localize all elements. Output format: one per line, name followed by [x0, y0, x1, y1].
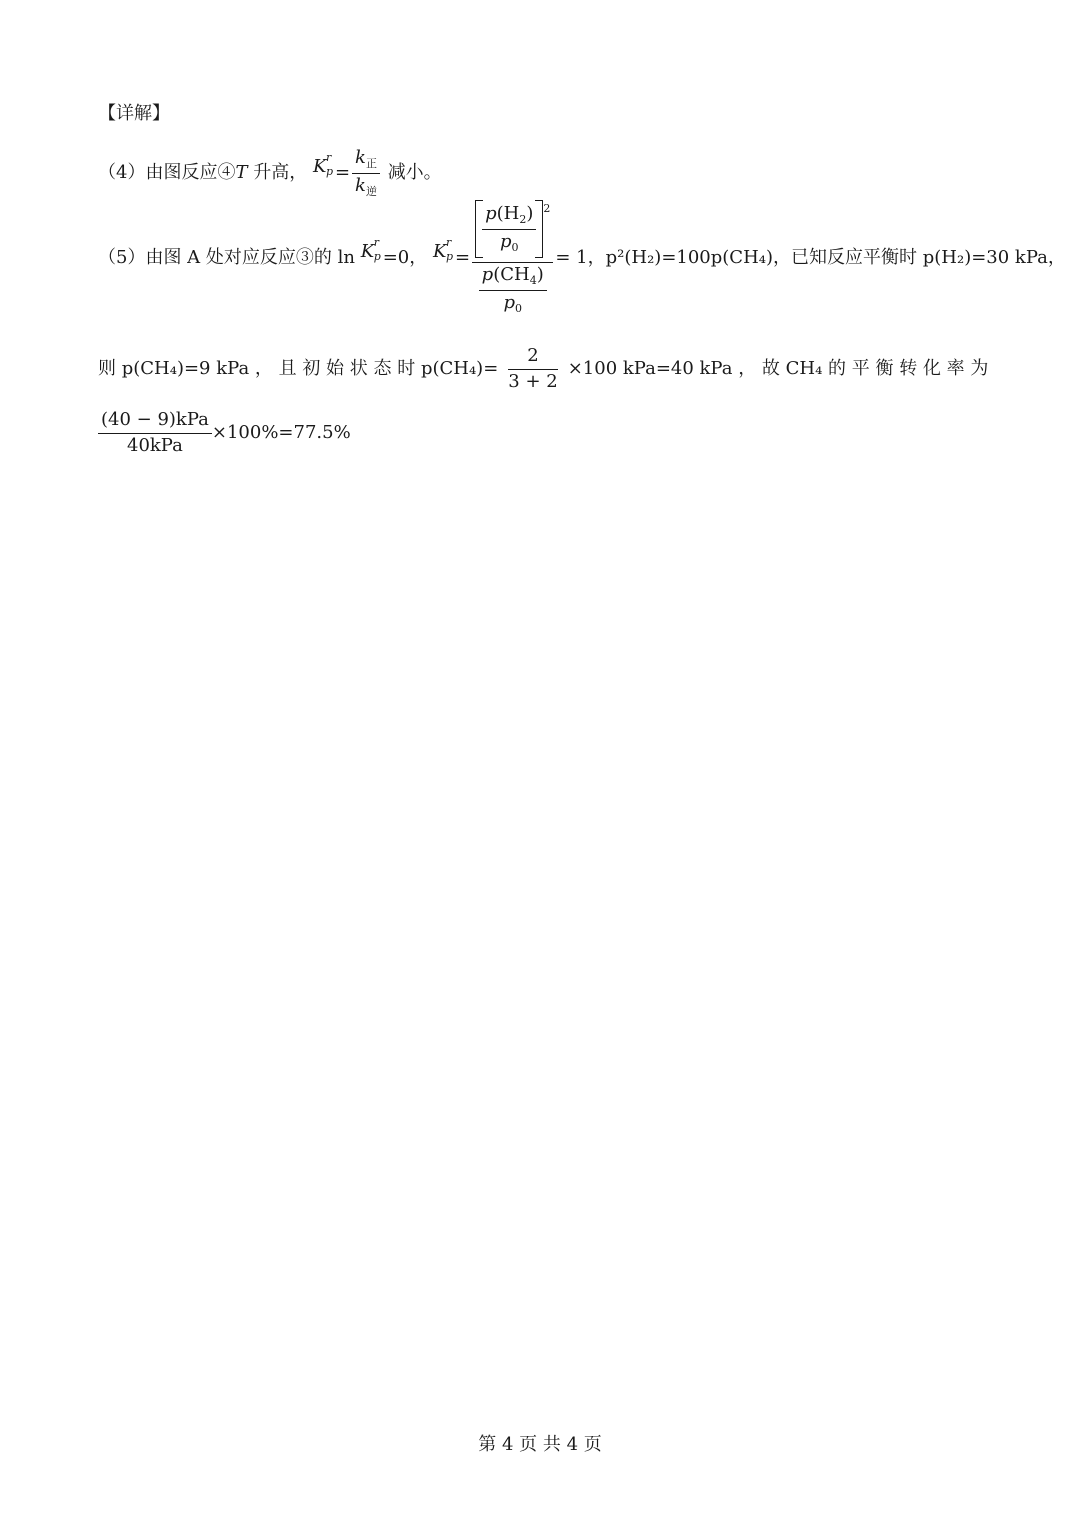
para7-suffix: ×100%=77.5% [211, 422, 351, 444]
paragraph-7 [98, 410, 351, 456]
para4-mid: 升高， [247, 162, 308, 184]
paragraph-4: （4）由图反应④T 升高， K r p = $\frac{k_正}{k_逆}$ 减小。 [98, 147, 442, 198]
ratio-den: 3 + 2 [508, 370, 558, 392]
ch4-close: ) [536, 264, 544, 286]
p0-b-sub: 0 [514, 301, 522, 315]
kp-symbol-2: K r p [360, 235, 381, 263]
conversion-num: (40 − 9)kPa [98, 410, 212, 434]
kp-symbol-3: K r p [432, 235, 454, 263]
kp-symbol: K r p [312, 151, 333, 179]
h2-bracket [475, 200, 543, 258]
square-exponent: 2 [543, 202, 551, 216]
k-ratio-fraction [352, 148, 380, 198]
para5-eq1: = 1， [555, 246, 606, 268]
para4-prefix: （4）由图反应④ [98, 162, 236, 184]
paragraph-5: （5）由图 A 处对应反应③的 ln K r p =0， K r p = $\frac{p(H_2)}{p_0}$ $^2$ $\frac{p(CH_4)}{p_0}$ = 1，p²(H₂)=100p(CH₄)，已知反应平衡时 p(H₂)=30 kPa， [98, 200, 1066, 316]
k-forward-sub: 正 [365, 157, 377, 170]
h2-sub: 2 [519, 213, 527, 226]
para6-suffix: ×100 kPa=40 kPa ， 故 CH₄ 的 平 衡 转 化 率 为 [567, 358, 989, 380]
conversion-den: 40kPa [127, 434, 183, 456]
ratio-fraction [508, 346, 557, 392]
ratio-num: 2 [508, 346, 557, 370]
kp-big-fraction [472, 200, 553, 316]
page-footer: 第 4 页 共 4 页 [478, 1434, 602, 1455]
k-forward: k [355, 147, 366, 168]
p0-b: p [503, 291, 515, 313]
h2-text: (H [496, 203, 520, 224]
section-title: 【详解】 [98, 103, 170, 124]
k-reverse-sub: 逆 [365, 184, 377, 198]
para4-T: T [235, 162, 248, 184]
paragraph-6 [98, 346, 988, 392]
para6-prefix: 则 p(CH₄)=9 kPa ， 且 初 始 状 态 时 p(CH₄)= [98, 358, 499, 380]
ch4-text: (CH [493, 264, 530, 286]
h2-close: ) [526, 203, 534, 224]
p-h2: p [485, 203, 497, 224]
para5-eq0: =0， [382, 246, 428, 268]
p-ch4: p [481, 264, 494, 286]
para4-suffix: 减小。 [387, 162, 442, 184]
para5-tail: p²(H₂)=100p(CH₄)，已知反应平衡时 p(H₂)=30 kPa， [605, 246, 1066, 268]
p0-a-sub: 0 [511, 240, 519, 254]
conversion-fraction [98, 410, 212, 456]
k-reverse: k [355, 174, 366, 196]
para5-prefix: （5）由图 A 处对应反应③的 ln [98, 246, 361, 268]
ch4-sub: 4 [529, 274, 537, 288]
p0-a: p [499, 230, 512, 252]
